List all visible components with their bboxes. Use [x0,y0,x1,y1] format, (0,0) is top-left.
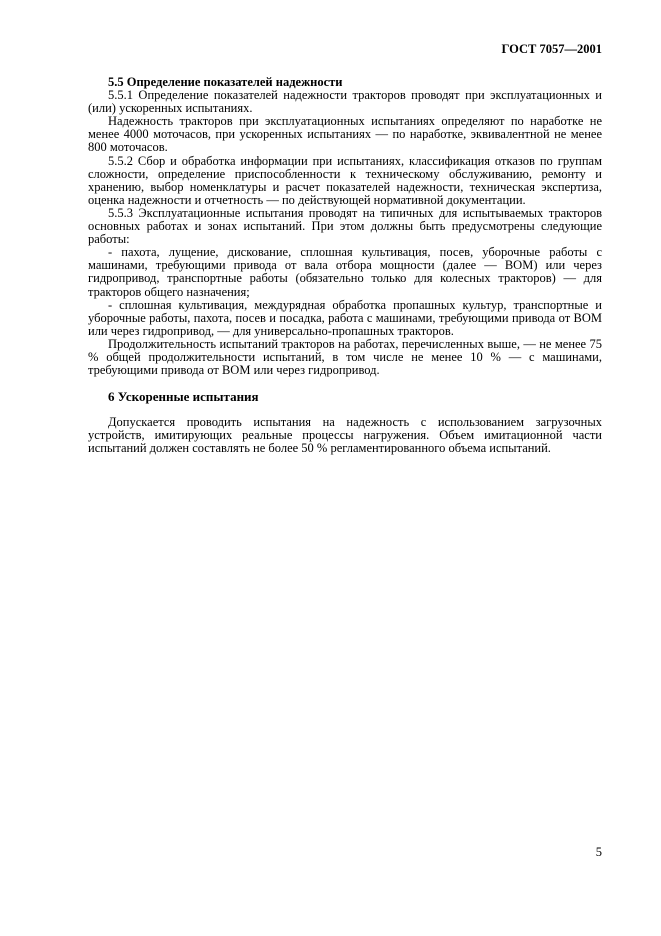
paragraph-5-5-3: 5.5.3 Эксплуатационные испытания проводят на типичных для испытываемых тракторов основных работах и зонах испытаний. При этом должны быть предусмотрены следующие работы: [88,205,602,247]
list-item-row-crop-tractors: - сплошная культивация, междурядная обработка пропашных культур, транспортные и уборочные работы, пахота, посев и посадка, работа с машинами, требующими привода от ВОМ или через гидропривод, — для универсально-пропашных тракторов. [88,297,602,338]
paragraph-accelerated-tests: Допускается проводить испытания на надежность с использованием загрузочных устройств, имитирующих реальные процессы нагружения. Объем имитационной части испытаний должен составлять не более 50 % регламентированного объема испытаний. [88,415,602,456]
paragraph-5-5-2: 5.5.2 Сбор и обработка информации при испытаниях, классификация отказов по группам сложности, определение приспособленности к техническому обслуживанию, ремонту и хранению, выбор номенклатуры и расчет показателей надежности, техническая экспертиза, оценка надежности и отчетность — по действующей нормативной документации. [88,153,602,207]
page-number: 5 [595,845,602,859]
paragraph-test-duration: Продолжительность испытаний тракторов на работах, перечисленных выше, — не менее 75 % общей продолжительности испытаний, в том числе не менее 10 % — с машинами, требующими привода от ВОМ или через гидропривод. [88,336,602,378]
section-heading-6: 6 Ускоренные испытания [108,389,259,405]
paragraph-reliability-hours: Надежность тракторов при эксплуатационных испытаниях определяют по наработке не менее 4000 моточасов, при ускоренных испытаниях — по наработке, эквивалентной не менее 800 моточасов. [88,114,602,155]
paragraph-5-5-1: 5.5.1 Определение показателей надежности тракторов проводят при эксплуатационных и (или) ускоренных испытаниях. [88,88,602,116]
document-content [88,76,602,456]
list-item-general-purpose-tractors: - пахота, лущение, дискование, сплошная культивация, посев, уборочные работы с машинами, требующими привода от вала отбора мощности (далее — ВОМ) или через гидропривод, транспортные работы (обязательно только для колесных тракторов) — для тракторов общего назначения; [88,245,602,299]
document-number-header: ГОСТ 7057—2001 [501,42,602,56]
section-heading-5-5: 5.5 Определение показателей надежности [108,75,343,89]
